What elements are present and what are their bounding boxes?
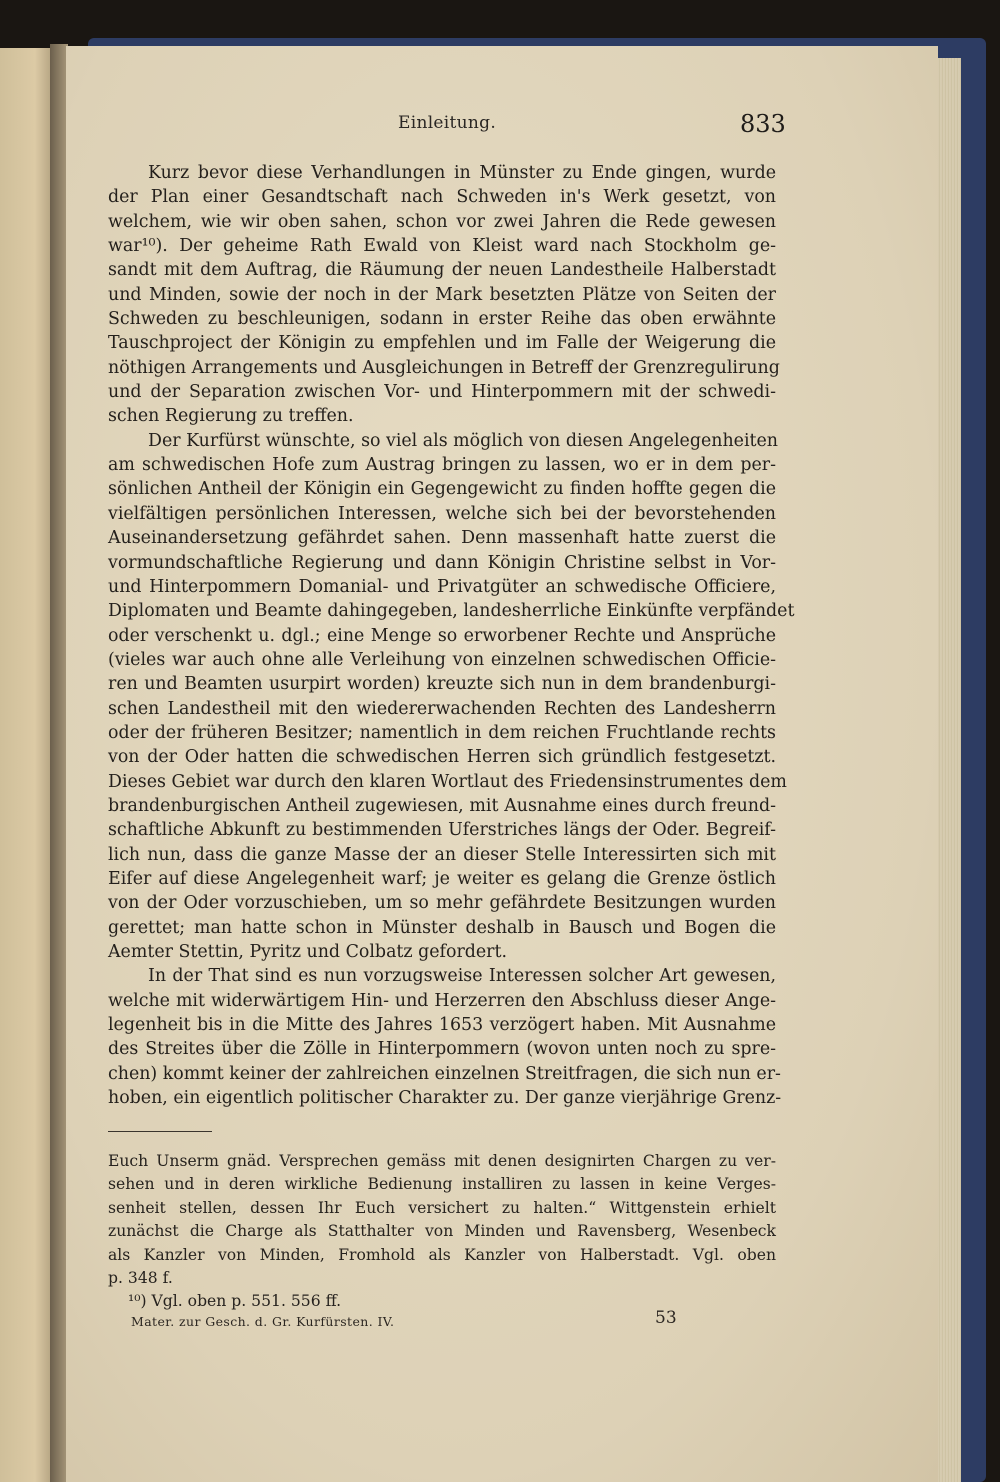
text-line: der Plan einer Gesandtschaft nach Schweden in's Werk gesetzt, von bbox=[108, 187, 776, 208]
text-line: hoben, ein eigentlich politischer Charakter zu. Der ganze vierjährige Grenz- bbox=[108, 1088, 782, 1109]
text-line: chen) kommt keiner der zahlreichen einzelnen Streitfragen, die sich nun er- bbox=[108, 1063, 781, 1084]
text-line: In der That sind es nun vorzugsweise Interessen solcher Art gewesen, bbox=[148, 966, 776, 987]
footnote-line: sehen und in deren wirkliche Bedienung installiren zu lassen in keine Verges- bbox=[108, 1175, 776, 1194]
footnote-line: zunächst die Charge als Statthalter von Minden und Ravensberg, Wesenbeck bbox=[108, 1222, 776, 1241]
footnote-line: p. 348 f. bbox=[108, 1268, 173, 1287]
text-line: welchem, wie wir oben sahen, schon vor zwei Jahren die Rede gewesen bbox=[108, 211, 776, 232]
footnotes bbox=[108, 1150, 776, 1314]
text-line: Auseinandersetzung gefährdet sahen. Denn massenhaft hatte zuerst die bbox=[108, 528, 776, 549]
body-text bbox=[108, 161, 795, 1110]
running-head: Einleitung. bbox=[398, 113, 497, 133]
page-number: 833 bbox=[740, 110, 786, 138]
text-line: gerettet; man hatte schon in Münster deshalb in Bausch und Bogen die bbox=[108, 917, 776, 938]
page-block-edges bbox=[934, 58, 961, 1482]
text-line: schen Landestheil mit den wiedererwachenden Rechten des Landesherrn bbox=[108, 698, 776, 719]
signature-number: 53 bbox=[655, 1308, 677, 1328]
text-line: nöthigen Arrangements und Ausgleichungen in Betreff der Grenzregulirung bbox=[108, 357, 780, 378]
text-line: von der Oder hatten die schwedischen Herren sich gründlich festgesetzt. bbox=[108, 747, 776, 768]
text-line: Der Kurfürst wünschte, so viel als möglich von diesen Angelegenheiten bbox=[148, 430, 778, 451]
text-line: ren und Beamten usurpirt worden) kreuzte sich nun in dem brandenburgi- bbox=[108, 674, 776, 695]
footnote-line: senheit stellen, dessen Ihr Euch versichert zu halten.“ Wittgenstein erhielt bbox=[108, 1198, 776, 1217]
footnote-rule bbox=[108, 1131, 212, 1132]
text-line: und Minden, sowie der noch in der Mark besetzten Plätze von Seiten der bbox=[108, 284, 776, 305]
text-line: Dieses Gebiet war durch den klaren Wortlaut des Friedensinstrumentes dem bbox=[108, 771, 787, 792]
text-line: war¹⁰). Der geheime Rath Ewald von Kleist ward nach Stockholm ge- bbox=[108, 236, 776, 257]
text-line: vielfältigen persönlichen Interessen, welche sich bei der bevorstehenden bbox=[108, 503, 776, 524]
text-line: sönlichen Antheil der Königin ein Gegengewicht zu finden hoffte gegen die bbox=[108, 479, 776, 500]
text-line: brandenburgischen Antheil zugewiesen, mit Ausnahme eines durch freund- bbox=[108, 795, 776, 816]
text-line: welche mit widerwärtigem Hin- und Herzerren den Abschluss dieser Ange- bbox=[108, 990, 776, 1011]
text-line: lich nun, dass die ganze Masse der an dieser Stelle Interessirten sich mit bbox=[108, 844, 776, 865]
text-line: von der Oder vorzuschieben, um so mehr gefährdete Besitzungen wurden bbox=[108, 893, 776, 914]
footnote-line: als Kanzler von Minden, Fromhold als Kanzler von Halberstadt. Vgl. oben bbox=[108, 1245, 776, 1264]
text-line: schaftliche Abkunft zu bestimmenden Uferstriches längs der Oder. Begreif- bbox=[108, 820, 776, 841]
text-line: oder verschenkt u. dgl.; eine Menge so erworbener Rechte und Ansprüche bbox=[108, 625, 776, 646]
text-line: legenheit bis in die Mitte des Jahres 1653 verzögert haben. Mit Ausnahme bbox=[108, 1015, 776, 1036]
text-line: oder der früheren Besitzer; namentlich in dem reichen Fruchtlande rechts bbox=[108, 722, 776, 743]
text-line: Kurz bevor diese Verhandlungen in Münster zu Ende gingen, wurde bbox=[148, 163, 776, 183]
footnote-reference: ¹⁰) Vgl. oben p. 551. 556 ff. bbox=[128, 1292, 342, 1311]
text-line: am schwedischen Hofe zum Austrag bringen zu lassen, wo er in dem per- bbox=[108, 455, 776, 476]
footnote-line: Euch Unserm gnäd. Versprechen gemäss mit denen designirten Chargen zu ver- bbox=[108, 1152, 776, 1170]
text-line: schen Regierung zu treffen. bbox=[108, 406, 354, 427]
text-line: Schweden zu beschleunigen, sodann in erster Reihe das oben erwähnte bbox=[108, 309, 776, 330]
text-line: sandt mit dem Auftrag, die Räumung der neuen Landestheile Halberstadt bbox=[108, 260, 776, 281]
facing-page-edge bbox=[0, 48, 52, 1482]
text-line: des Streites über die Zölle in Hinterpommern (wovon unten noch zu spre- bbox=[108, 1039, 776, 1060]
text-line: vormundschaftliche Regierung und dann Königin Christine selbst in Vor- bbox=[108, 552, 776, 573]
signature-line: Mater. zur Gesch. d. Gr. Kurfürsten. IV. bbox=[131, 1314, 395, 1329]
text-line: Tauschproject der Königin zu empfehlen und im Falle der Weigerung die bbox=[108, 333, 776, 354]
text-line: Aemter Stettin, Pyritz und Colbatz gefordert. bbox=[108, 942, 508, 962]
text-line: Diplomaten und Beamte dahingegeben, landesherrliche Einkünfte verpfändet bbox=[108, 601, 795, 622]
text-line: Eifer auf diese Angelegenheit warf; je weiter es gelang die Grenze östlich bbox=[108, 868, 776, 889]
text-line: und der Separation zwischen Vor- und Hinterpommern mit der schwedi- bbox=[108, 382, 776, 403]
text-line: und Hinterpommern Domanial- und Privatgüter an schwedische Officiere, bbox=[108, 576, 776, 597]
text-line: (vieles war auch ohne alle Verleihung von einzelnen schwedischen Officie- bbox=[108, 649, 776, 670]
